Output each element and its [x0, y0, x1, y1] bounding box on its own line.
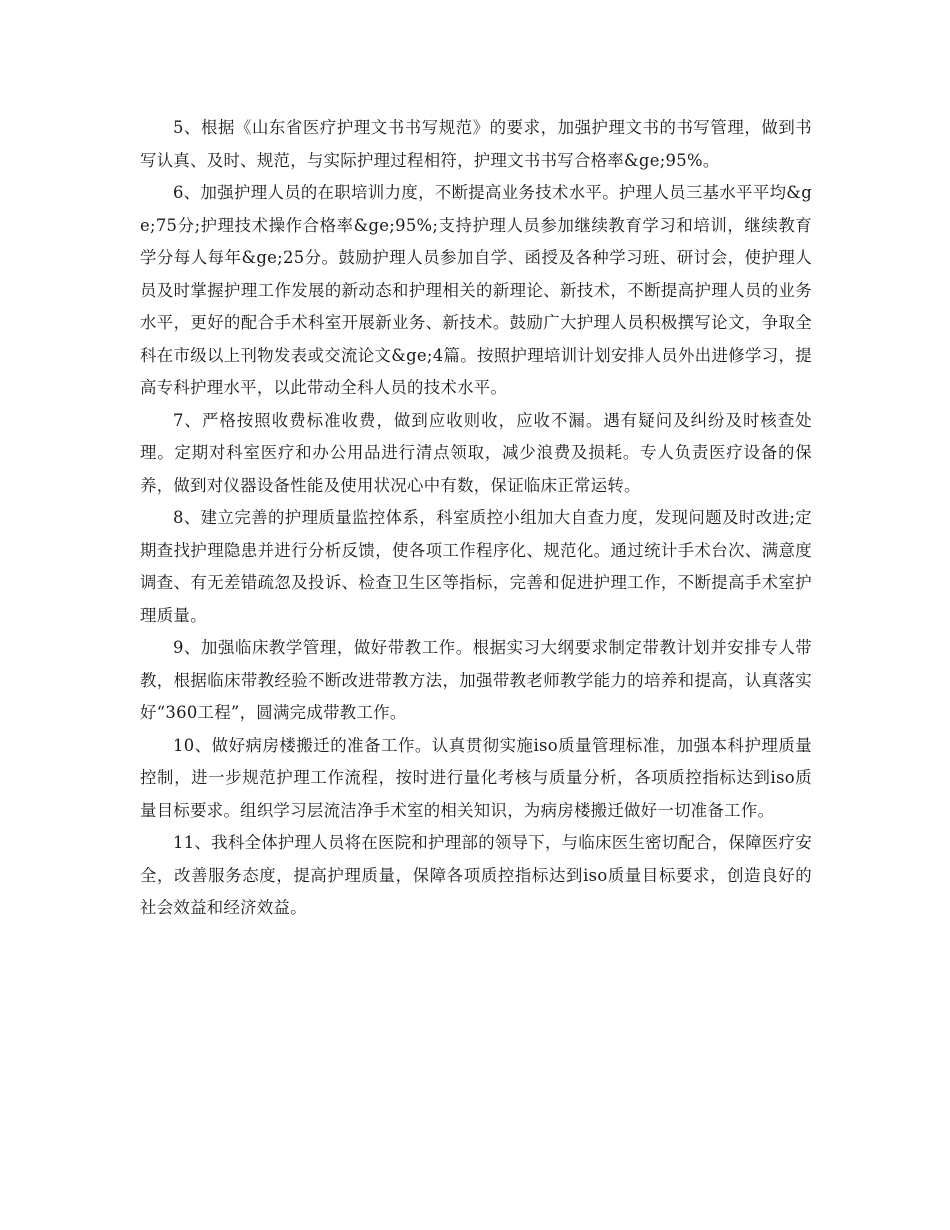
paragraph-item-11: 11、我科全体护理人员将在医院和护理部的领导下，与临床医生密切配合，保障医疗安全，改善服务态度，提高护理质量，保障各项质控指标达到iso质量目标要求，创造良好的社会效益和经济效益。	[140, 833, 813, 917]
paragraph-item-8: 8、建立完善的护理质量监控体系，科室质控小组加大自查力度，发现问题及时改进;定期查找护理隐患并进行分析反馈，使各项工作程序化、规范化。通过统计手术台次、满意度调查、有无差错疏忽及投诉、检查卫生区等指标，完善和促进护理工作，不断提高手术室护理质量。	[140, 508, 812, 625]
paragraph-item-7: 7、严格按照收费标准收费，做到应收则收，应收不漏。遇有疑问及纠纷及时核查处理。定期对科室医疗和办公用品进行清点领取，减少浪费及损耗。专人负责医疗设备的保养，做到对仪器设备性能及使用状况心中有数，保证临床正常运转。	[140, 410, 812, 495]
paragraph-item-10: 10、做好病房楼搬迁的准备工作。认真贯彻实施iso质量管理标准，加强本科护理质量控制，进一步规范护理工作流程，按时进行量化考核与质量分析，各项质控指标达到iso质量目标要求。组织学习层流洁净手术室的相关知识，为病房楼搬迁做好一切准备工作。	[140, 735, 812, 820]
paragraph-item-5: 5、根据《山东省医疗护理文书书写规范》的要求，加强护理文书的书写管理，做到书写认真、及时、规范，与实际护理过程相符，护理文书书写合格率&ge;95%。	[140, 118, 812, 170]
paragraph-item-9: 9、加强临床教学管理，做好带教工作。根据实习大纲要求制定带教计划并安排专人带教，根据临床带教经验不断改进带教方法，加强带教老师教学能力的培养和提高，认真落实好“360工程”，圆满完成带教工作。	[140, 638, 812, 722]
paragraph-item-6: 6、加强护理人员的在职培训力度，不断提高业务技术水平。护理人员三基水平平均&ge;75分;护理技术操作合格率&ge;95%;支持护理人员参加继续教育学习和培训，继续教育学分每人每年&ge;25分。鼓励护理人员参加自学、函授及各种学习班、研讨会，使护理人员及时掌握护理工作发展的新动态和护理相关的新理论、新技术，不断提高护理人员的业务水平，更好的配合手术科室开展新业务、新技术。鼓励广大护理人员积极撰写论文，争取全科在市级以上刊物发表或交流论文&ge;4篇。按照护理培训计划安排人员外出进修学习，提高专科护理水平，以此带动全科人员的技术水平。	[140, 183, 812, 397]
document-body	[140, 112, 812, 925]
